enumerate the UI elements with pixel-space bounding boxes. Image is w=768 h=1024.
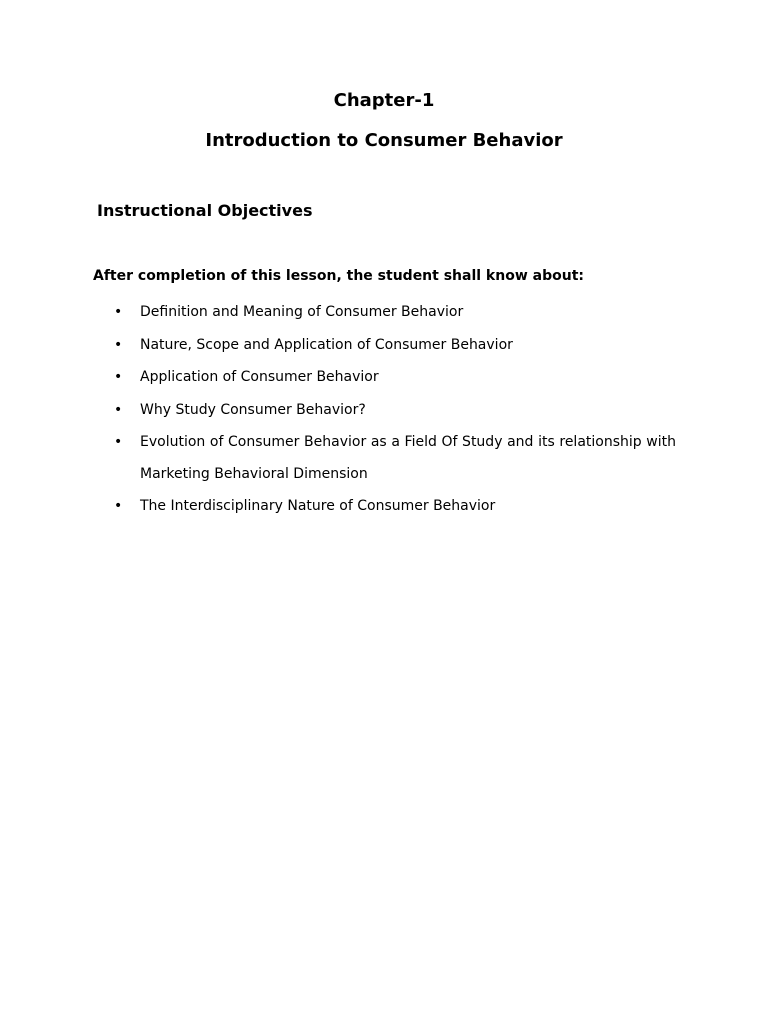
chapter-title: Introduction to Consumer Behavior bbox=[205, 130, 563, 151]
list-item-text: Definition and Meaning of Consumer Behavior bbox=[140, 304, 464, 320]
section-heading: Instructional Objectives bbox=[97, 201, 313, 220]
list-item bbox=[114, 491, 676, 523]
list-item-text: Nature, Scope and Application of Consumer Behavior bbox=[140, 336, 513, 353]
chapter-label: Chapter-1 bbox=[333, 90, 435, 111]
list-item bbox=[114, 330, 676, 362]
list-item bbox=[114, 427, 676, 490]
list-item bbox=[114, 297, 676, 329]
bullet-icon: • bbox=[114, 401, 123, 418]
objectives-list bbox=[114, 297, 676, 524]
bullet-icon: • bbox=[114, 434, 123, 450]
list-item bbox=[114, 395, 676, 427]
list-item bbox=[114, 362, 676, 394]
list-item-text: The Interdisciplinary Nature of Consumer Behavior bbox=[140, 498, 496, 514]
list-item-text: Application of Consumer Behavior bbox=[140, 369, 379, 385]
bullet-icon: • bbox=[114, 304, 123, 320]
bullet-icon: • bbox=[114, 369, 123, 385]
bullet-icon: • bbox=[114, 498, 123, 514]
list-item-text: Evolution of Consumer Behavior as a Field Of Study and its relationship with Marketing Behavioral Dimension bbox=[140, 434, 676, 482]
intro-line: After completion of this lesson, the student shall know about: bbox=[93, 268, 584, 284]
bullet-icon: • bbox=[114, 336, 123, 353]
list-item-text: Why Study Consumer Behavior? bbox=[140, 401, 366, 418]
